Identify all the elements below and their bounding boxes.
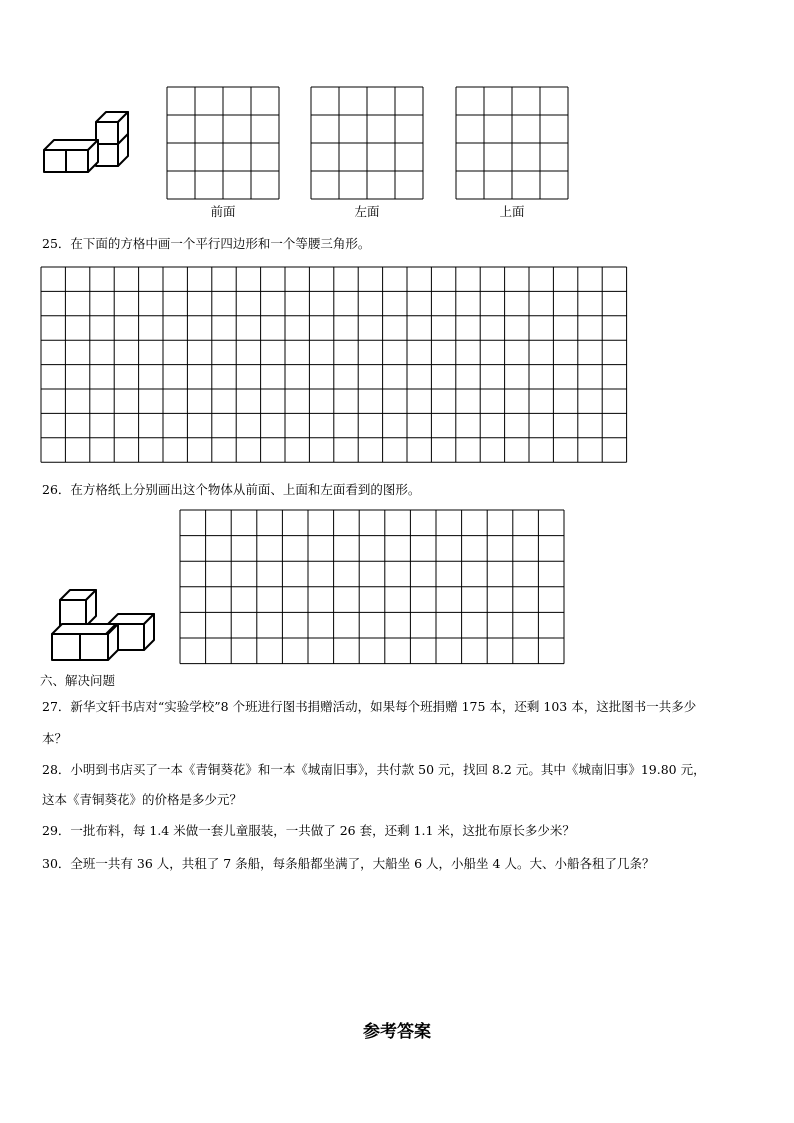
label-left-view: 左面 [354,204,380,219]
question-27-line2: 本？ [42,731,68,746]
q24-grid-left[interactable] [310,86,424,201]
label-top-view: 上面 [499,204,525,219]
q24-grid-top[interactable] [455,86,569,201]
q26-cube-figure [46,586,158,664]
section-6-title: 六、解决问题 [40,673,116,688]
question-28-line2: 这本《青铜葵花》的价格是多少元？ [42,792,243,807]
question-25: 25．在下面的方格中画一个平行四边形和一个等腰三角形。 [42,236,371,251]
q25-drawing-grid[interactable] [40,266,630,470]
q24-grid-front[interactable] [166,86,280,201]
q26-drawing-grid[interactable] [179,509,565,667]
question-27-line1: 27．新华文轩书店对“实验学校”8 个班进行图书捐赠活动，如果每个班捐赠 175 本，还剩 103 本，这批图书一共多少 [42,699,697,714]
label-front-view: 前面 [210,204,236,219]
answers-title: 参考答案 [363,1022,431,1042]
question-28-line1: 28．小明到书店买了一本《青铜葵花》和一本《城南旧事》，共付款 50 元，找回 8.2 元。其中《城南旧事》19.80 元， [42,762,706,777]
question-26: 26．在方格纸上分别画出这个物体从前面、上面和左面看到的图形。 [42,482,421,497]
q24-cube-figure [40,108,132,178]
question-29: 29．一批布料，每 1.4 米做一套儿童服装，一共做了 26 套，还剩 1.1 米，这批布原长多少米？ [42,823,575,838]
question-30: 30．全班一共有 36 人，共租了 7 条船，每条船都坐满了，大船坐 6 人，小船坐 4 人。大、小船各租了几条？ [42,856,655,871]
